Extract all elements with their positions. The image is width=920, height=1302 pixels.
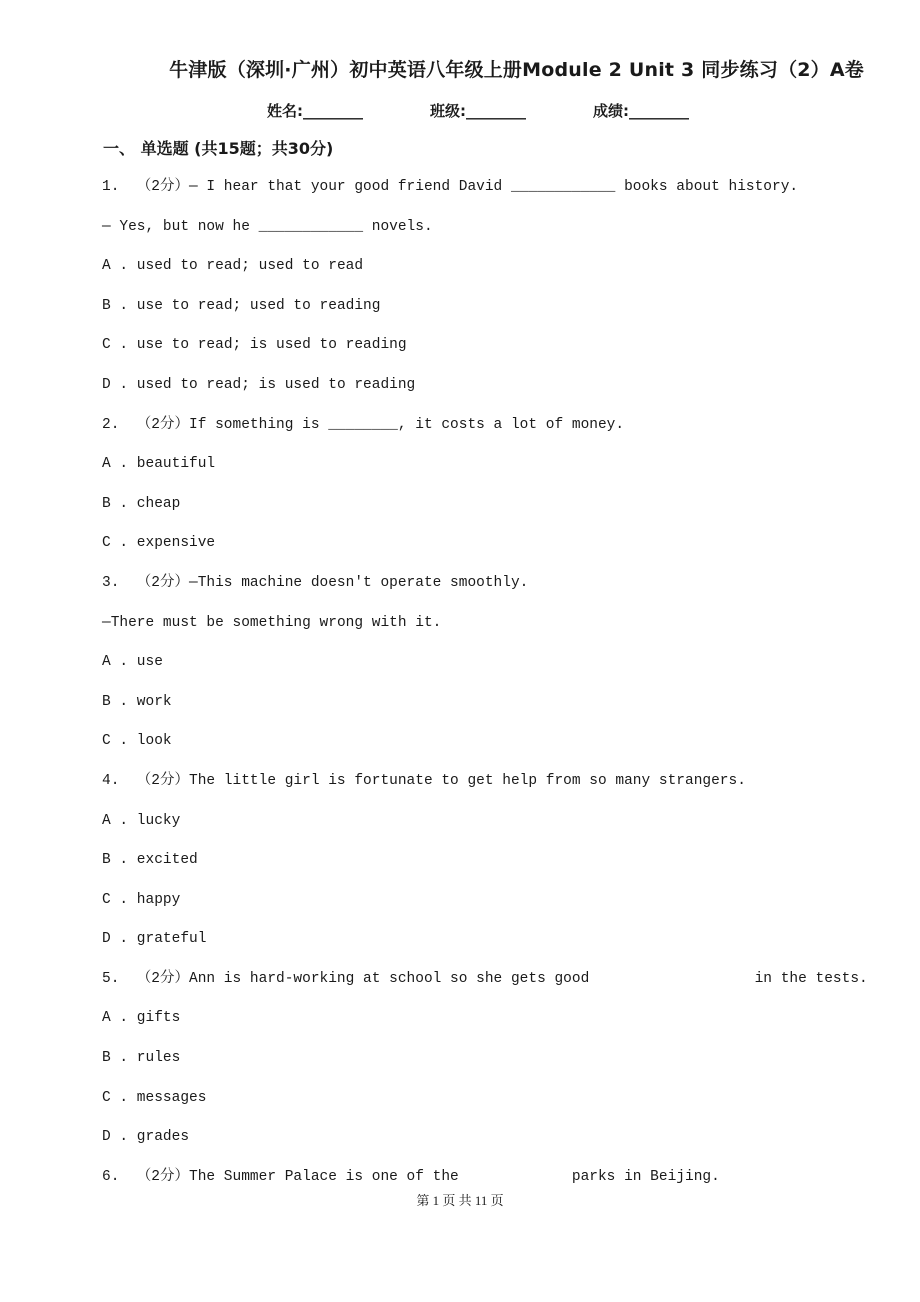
score-field: 成绩:________	[593, 102, 689, 120]
section-heading: 一、 单选题 (共15题；共30分)	[103, 139, 334, 158]
class-field: 班级:________	[430, 102, 526, 120]
question-1-stem: 1. （2分）— I hear that your good friend David ____________ books about history.	[102, 179, 799, 195]
page-footer: 第 1 页 共 11 页	[416, 1193, 504, 1208]
name-field: 姓名:________	[267, 102, 363, 120]
question-3-stem-line2: —There must be something wrong with it.	[102, 614, 442, 631]
question-3-option-c: C . look	[102, 733, 172, 750]
question-5-option-d: D . grades	[102, 1129, 190, 1146]
question-1-stem-line2: — Yes, but now he ____________ novels.	[102, 218, 433, 235]
question-3-option-b: B . work	[102, 693, 172, 710]
question-4-option-c: C . happy	[102, 891, 181, 908]
question-4-option-b: B . excited	[102, 852, 198, 869]
question-3-stem: 3. （2分）—This machine doesn't operate smoothly.	[102, 574, 529, 591]
question-5-stem: 5. （2分）Ann is hard-working at school so she gets good in the tests.	[102, 970, 868, 987]
question-6-stem: 6. （2分）The Summer Palace is one of the parks in Beijing.	[102, 1168, 720, 1185]
question-2-stem: 2. （2分）If something is ________, it costs a lot of money.	[102, 416, 625, 433]
question-list	[102, 175, 882, 1204]
student-info-line	[0, 100, 920, 122]
question-4-option-a: A . lucky	[102, 812, 181, 829]
question-1-option-b: B . use to read; used to reading	[102, 297, 381, 314]
question-2-option-c: C . expensive	[102, 535, 216, 552]
question-3-option-a: A . use	[102, 654, 163, 671]
question-5-option-c: C . messages	[102, 1089, 207, 1106]
question-1-option-a: A . used to read; used to read	[102, 258, 364, 275]
question-1-option-d: D . used to read; is used to reading	[102, 376, 416, 393]
document-title: 牛津版（深圳·广州）初中英语八年级上册Module 2 Unit 3 同步练习（2）A卷	[169, 59, 864, 81]
question-2-option-a: A . beautiful	[102, 456, 216, 473]
question-2-option-b: B . cheap	[102, 495, 181, 512]
question-5-option-b: B . rules	[102, 1050, 181, 1067]
question-4-option-d: D . grateful	[102, 931, 207, 948]
question-4-stem: 4. （2分）The little girl is fortunate to get help from so many strangers.	[102, 772, 746, 789]
question-5-option-a: A . gifts	[102, 1010, 181, 1027]
question-1-option-c: C . use to read; is used to reading	[102, 337, 407, 354]
